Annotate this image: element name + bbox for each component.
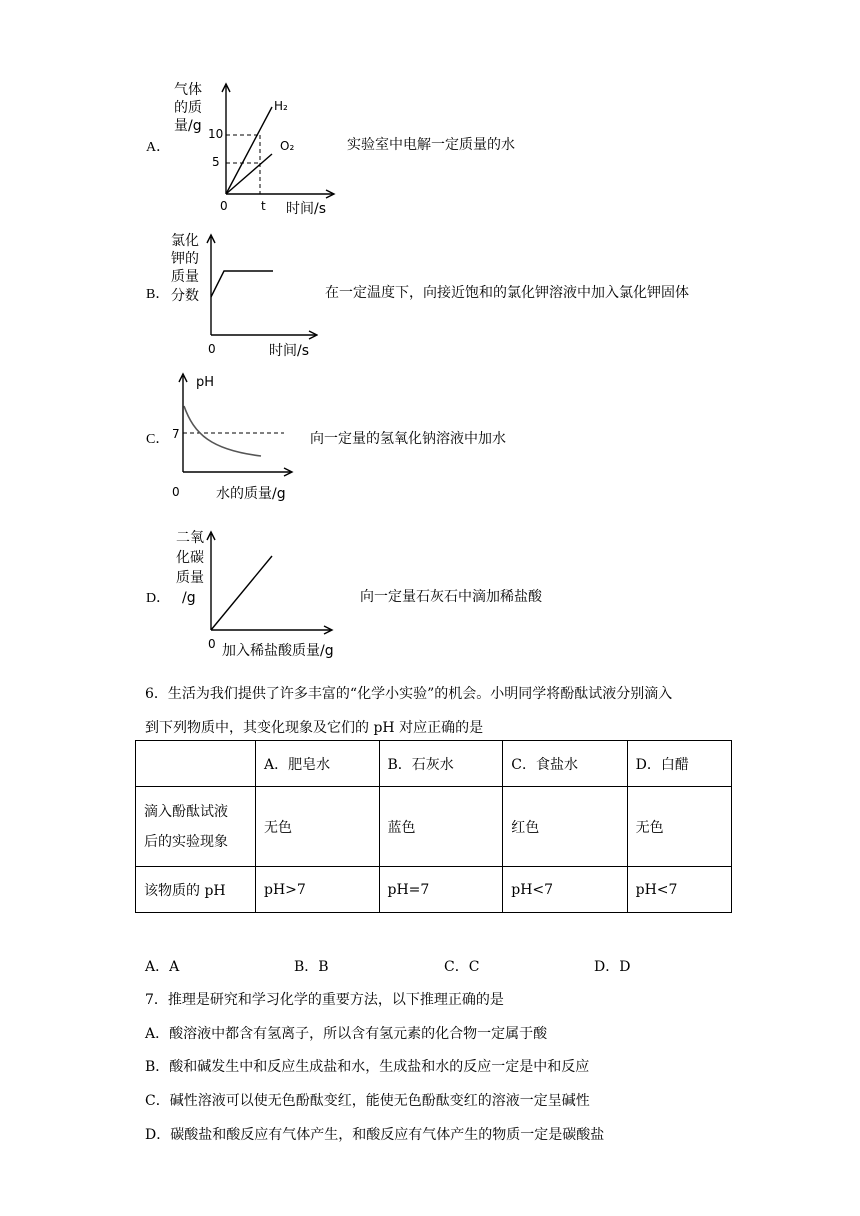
- graph-c-ylabel: pH: [196, 375, 215, 390]
- graph-d-line: [211, 556, 272, 630]
- q6-stem-line2: 到下列物质中，其变化现象及它们的 pH 对应正确的是: [145, 720, 484, 736]
- option-c-letter: C．: [146, 432, 170, 447]
- graph-d-ylabel-4: /g: [182, 590, 196, 606]
- q6-table-row-phenomenon: [136, 787, 732, 867]
- graph-d-ylabel-3: 质量: [176, 570, 204, 586]
- graph-a-origin: 0: [220, 199, 228, 213]
- q6-table: [135, 740, 732, 913]
- graph-b-ylabel-3: 质量: [171, 269, 199, 285]
- graph-b-ylabel-2: 钾的: [171, 251, 199, 267]
- q6-table-row1-c: 红色: [503, 787, 627, 867]
- graph-d-ylabel-1: 二氧: [176, 530, 204, 546]
- graph-a-ylabel-3: 量/g: [174, 118, 202, 134]
- graph-c: [166, 366, 296, 506]
- q6-answer-b: B．B: [294, 959, 329, 975]
- option-b-description: 在一定温度下，向接近饱和的氯化钾溶液中加入氯化钾固体: [325, 285, 689, 301]
- option-a-letter: A．: [146, 140, 171, 155]
- option-b-letter: B．: [146, 287, 170, 302]
- q6-table-row1-label-line2: 后的实验现象: [144, 833, 228, 850]
- graph-b-origin: 0: [208, 342, 216, 356]
- graph-a-xlabel: 时间/s: [286, 201, 327, 217]
- graph-a-tick-t: t: [261, 199, 266, 213]
- graph-d: [166, 522, 348, 660]
- q6-table-header-c: C．食盐水: [503, 741, 627, 787]
- option-d-description: 向一定量石灰石中滴加稀盐酸: [360, 589, 542, 605]
- q7-option-a: A．酸溶液中都含有氢离子，所以含有氢元素的化合物一定属于酸: [145, 1026, 548, 1042]
- q6-table-row2-d: pH<7: [627, 867, 731, 913]
- graph-d-xlabel: 加入稀盐酸质量/g: [222, 643, 334, 659]
- q7-option-d: D．碳酸盐和酸反应有气体产生，和酸反应有气体产生的物质一定是碳酸盐: [145, 1127, 605, 1143]
- q6-table-header-d: D．白醋: [627, 741, 731, 787]
- graph-b-curve: [211, 271, 273, 297]
- q6-table-header-row: [136, 741, 732, 787]
- q6-table-row1-b: 蓝色: [379, 787, 503, 867]
- option-a-description: 实验室中电解一定质量的水: [347, 137, 515, 153]
- graph-c-xlabel: 水的质量/g: [216, 486, 286, 502]
- q6-table-row1-d: 无色: [627, 787, 731, 867]
- q6-table-row1-a: 无色: [256, 787, 380, 867]
- q6-answer-c: C．C: [444, 959, 480, 975]
- graph-b-ylabel-1: 氯化: [171, 233, 199, 249]
- graph-c-tick-7: 7: [172, 427, 180, 441]
- q6-table-row2-b: pH=7: [379, 867, 503, 913]
- graph-a-ylabel-2: 的质: [174, 100, 202, 116]
- q7-option-c: C．碱性溶液可以使无色酚酞变红，能使无色酚酞变红的溶液一定呈碱性: [145, 1093, 590, 1109]
- graph-c-origin: 0: [172, 485, 180, 499]
- q6-table-header-a: A．肥皂水: [256, 741, 380, 787]
- graph-a-tick-10: 10: [208, 127, 224, 141]
- graph-a-line-o2: [226, 154, 272, 194]
- option-c-description: 向一定量的氢氧化钠溶液中加水: [310, 431, 506, 447]
- graph-d-ylabel-2: 化碳: [176, 550, 204, 566]
- q6-table-row1-label-line1: 滴入酚酞试液: [144, 803, 228, 820]
- q6-table-row2-c: pH<7: [503, 867, 627, 913]
- graph-a-tick-5: 5: [212, 155, 220, 169]
- graph-a-series-h2: H₂: [274, 99, 288, 113]
- graph-a: [168, 74, 343, 219]
- graph-a-ylabel-1: 气体: [174, 82, 202, 98]
- option-d-letter: D．: [146, 591, 171, 606]
- graph-c-curve: [184, 406, 261, 456]
- graph-b: [166, 225, 318, 360]
- q7-stem: 7．推理是研究和学习化学的重要方法，以下推理正确的是: [145, 992, 504, 1008]
- q6-answer-d: D．D: [594, 959, 631, 975]
- graph-a-series-o2: O₂: [280, 139, 295, 153]
- q6-stem-line1: 6．生活为我们提供了许多丰富的“化学小实验”的机会。小明同学将酚酞试液分别滴入: [145, 686, 673, 702]
- q7-option-b: B．酸和碱发生中和反应生成盐和水，生成盐和水的反应一定是中和反应: [145, 1059, 590, 1075]
- graph-b-ylabel-4: 分数: [171, 288, 199, 304]
- q6-table-header-b: B．石灰水: [379, 741, 503, 787]
- q6-table-row2-label: 该物质的 pH: [136, 867, 256, 913]
- graph-d-origin: 0: [208, 637, 216, 651]
- q6-table-row-ph: [136, 867, 732, 913]
- q6-answer-a: A．A: [145, 959, 180, 975]
- graph-a-line-h2: [226, 107, 272, 194]
- graph-b-xlabel: 时间/s: [269, 343, 310, 359]
- q6-table-row2-a: pH>7: [256, 867, 380, 913]
- q6-table-corner: [136, 741, 256, 787]
- q6-table-row1-label: [136, 787, 256, 867]
